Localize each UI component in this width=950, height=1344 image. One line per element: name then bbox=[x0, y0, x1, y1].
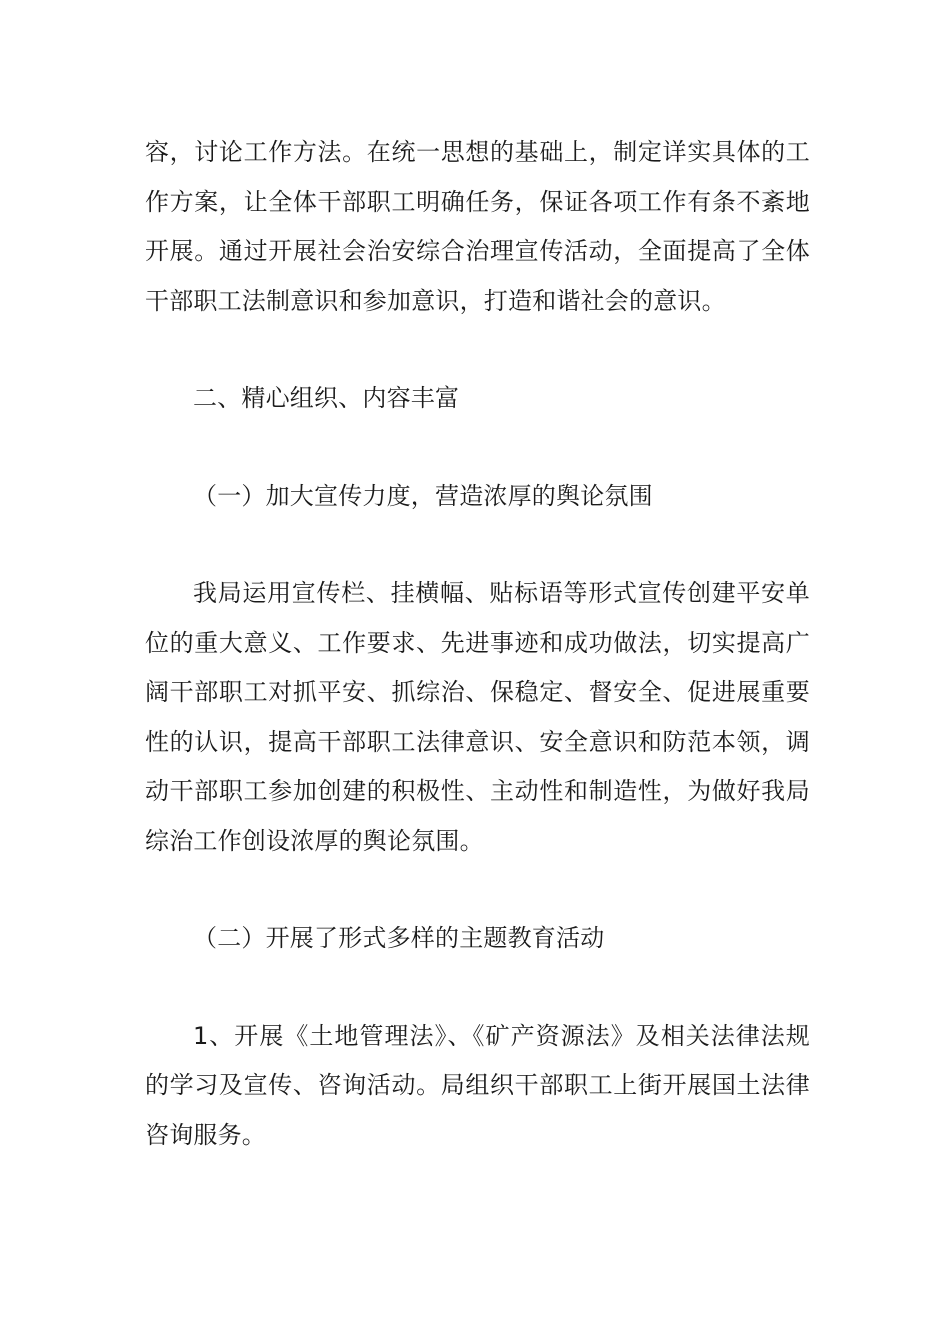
heading-subsection-two: （二）开展了形式多样的主题教育活动 bbox=[193, 924, 605, 952]
spacer bbox=[145, 424, 810, 472]
spacer bbox=[145, 521, 810, 569]
spacer bbox=[145, 964, 810, 1012]
paragraph-publicity: 我局运用宣传栏、挂横幅、贴标语等形式宣传创建平安单位的重大意义、工作要求、先进事迹和成功做法，切实提高广阔干部职工对抓平安、抓综治、保稳定、督安全、促进展重要性的认识，提高干部职工法律意识、安全意识和防范本领，调动干部职工参加创建的积极性、主动性和制造性，为做好我局综治工作创设浓厚的舆论氛围。 bbox=[145, 579, 810, 855]
paragraph-law-activity: 1、开展《土地管理法》、《矿产资源法》及相关法律法规的学习及宣传、咨询活动。局组织干部职工上街开展国土法律咨询服务。 bbox=[145, 1021, 810, 1149]
spacer bbox=[145, 326, 810, 374]
paragraph-work-method: 容，讨论工作方法。在统一思想的基础上，制定详实具体的工作方案，让全体干部职工明确任务，保证各项工作有条不紊地开展。通过开展社会治安综合治理宣传活动，全面提高了全体干部职工法制意识和参加意识，打造和谐社会的意识。 bbox=[145, 138, 810, 315]
document-body bbox=[145, 128, 810, 1160]
heading-section-two: 二、精心组织、内容丰富 bbox=[193, 384, 460, 412]
spacer bbox=[145, 866, 810, 914]
heading-subsection-one: （一）加大宣传力度，营造浓厚的舆论氛围 bbox=[193, 481, 653, 510]
